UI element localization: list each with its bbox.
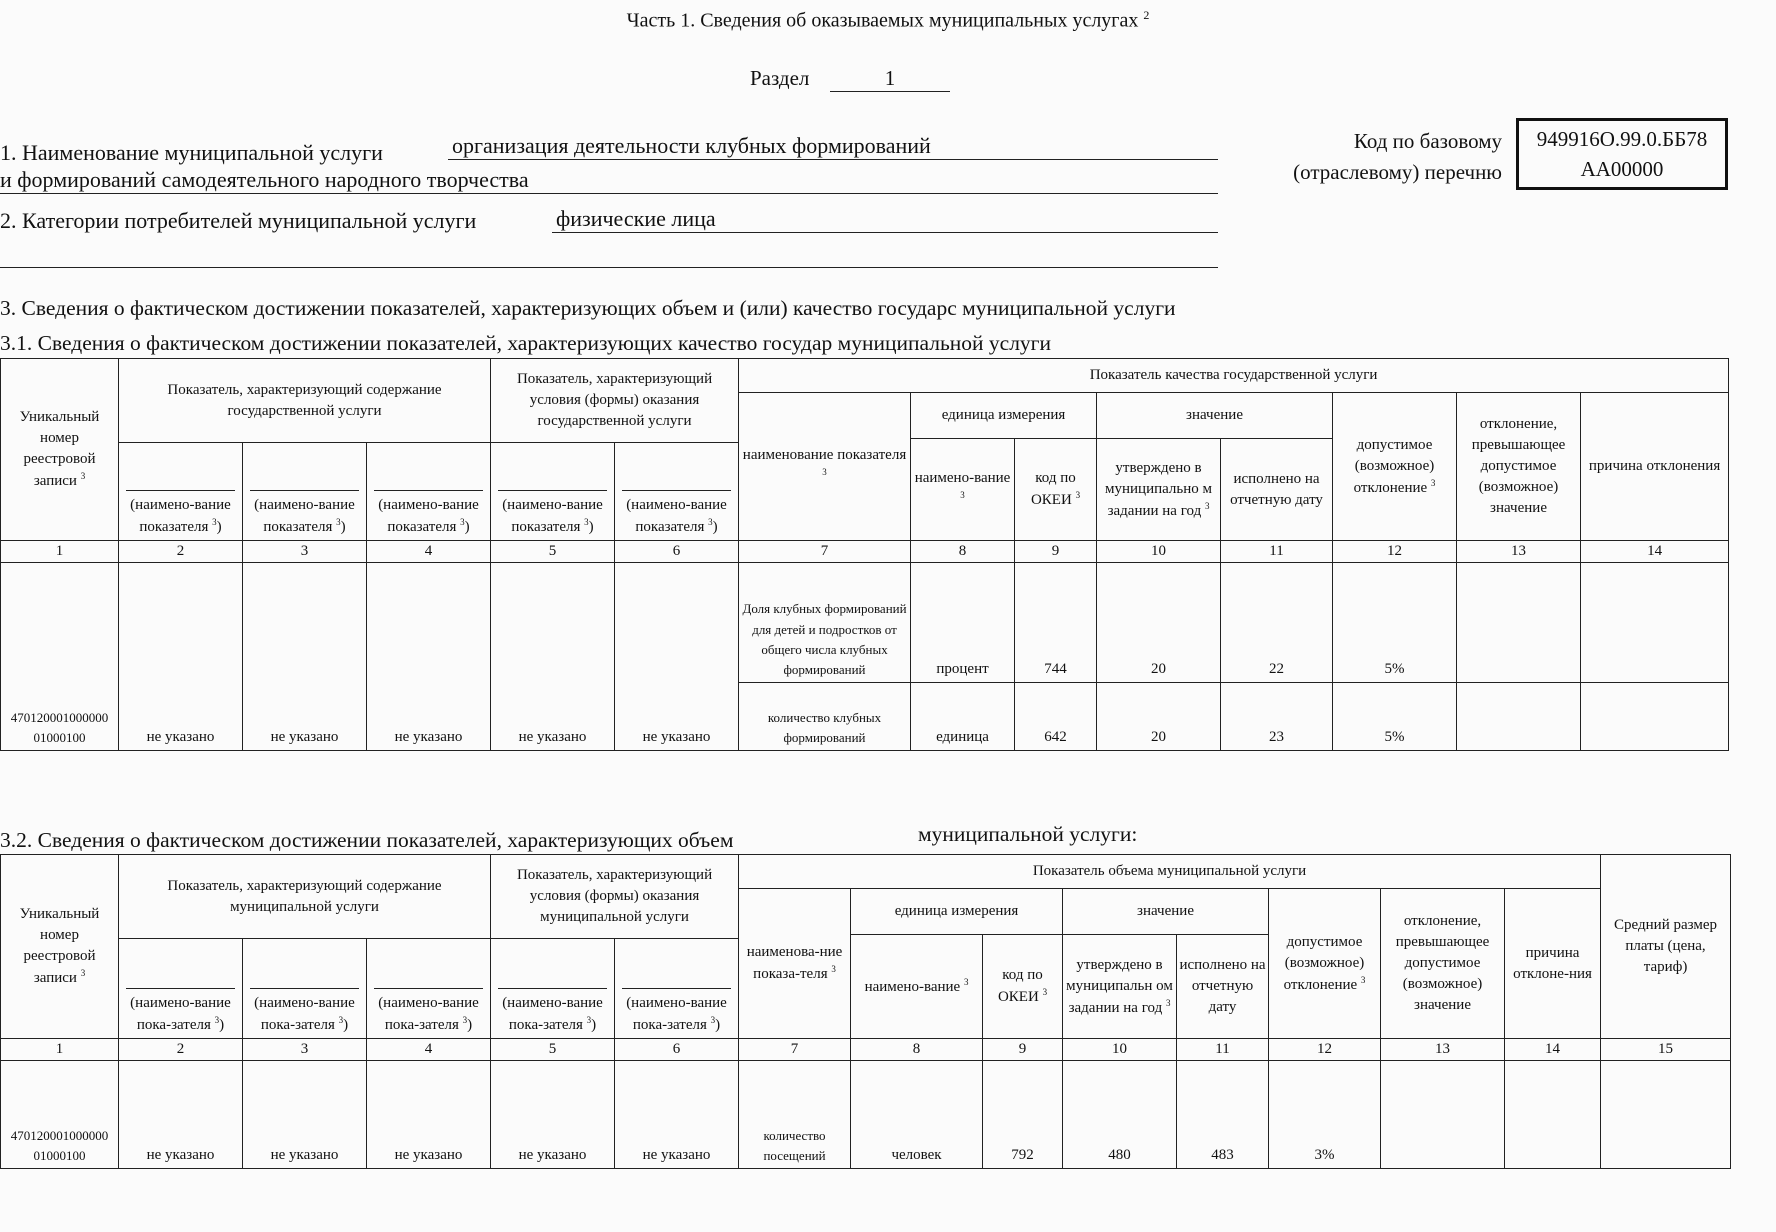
cell-condition-2: не указано — [615, 1061, 739, 1169]
cell-content-2: не указано — [243, 1061, 367, 1169]
header-sub-indicator: (наимено-вание пока-зателя $^3$) — [243, 939, 367, 1039]
quality-table — [0, 358, 1729, 751]
indicator-okei: 642 — [1015, 683, 1097, 751]
indicator-name: Доля клубных формирований для детей и подростков от общего числа клубных формирований — [739, 563, 911, 683]
indicator-approved: 20 — [1097, 563, 1221, 683]
cell-content-3: не указано — [367, 1061, 491, 1169]
section-31-title: 3.1. Сведения о фактическом достижении показателей, характеризующих качество государ муниципальной услуги — [0, 331, 1051, 355]
column-number: 11 — [1221, 541, 1333, 563]
indicator-okei: 744 — [1015, 563, 1097, 683]
header-volume-indicator: Показатель объема муниципальной услуги — [739, 855, 1601, 889]
indicator-price — [1601, 1061, 1731, 1169]
column-number: 10 — [1063, 1039, 1177, 1061]
indicator-unit: человек — [851, 1061, 983, 1169]
section-32-title: 3.2. Сведения о фактическом достижении показателей, характеризующих объем — [0, 828, 734, 852]
indicator-allowed: 3% — [1269, 1061, 1381, 1169]
code-value-line2: АА00000 — [1580, 157, 1664, 181]
header-content-indicator: Показатель, характеризующий содержание государственной услуги — [119, 359, 491, 443]
header-deviation-reason: причина отклоне-ния — [1505, 889, 1601, 1039]
column-number: 12 — [1333, 541, 1457, 563]
section-32-title-tail: муниципальной услуги: — [918, 822, 1138, 846]
header-sub-indicator: (наимено-вание пока-зателя $^3$) — [367, 939, 491, 1039]
consumers-value: физические лица — [552, 206, 1218, 233]
indicator-name: количество посещений — [739, 1061, 851, 1169]
header-unique-number: Уникальный номер реестровой записи $^3$ — [1, 359, 119, 541]
header-indicator-name: наименова-ние показа-теля $^3$ — [739, 889, 851, 1039]
indicator-done: 22 — [1221, 563, 1333, 683]
code-label-line2: (отраслевому) перечню — [1293, 160, 1502, 184]
indicator-reason — [1581, 683, 1729, 751]
column-number: 6 — [615, 541, 739, 563]
column-number: 6 — [615, 1039, 739, 1061]
consumers-label: 2. Категории потребителей муниципальной услуги — [0, 208, 477, 233]
volume-table — [0, 854, 1731, 1169]
column-number: 3 — [243, 541, 367, 563]
column-number: 9 — [983, 1039, 1063, 1061]
indicator-done: 483 — [1177, 1061, 1269, 1169]
column-number: 5 — [491, 1039, 615, 1061]
header-sub-indicator: (наимено-вание показателя $^3$) — [491, 443, 615, 541]
column-number: 5 — [491, 541, 615, 563]
indicator-unit: процент — [911, 563, 1015, 683]
column-number: 2 — [119, 541, 243, 563]
header-unique-number: Уникальный номер реестровой записи $^3$ — [1, 855, 119, 1039]
cell-content-1: не указано — [119, 1061, 243, 1169]
column-number: 15 — [1601, 1039, 1731, 1061]
header-average-price: Средний размер платы (цена, тариф) — [1601, 855, 1731, 1039]
part-title: Часть 1. Сведения об оказываемых муниципальных услугах $^2$ — [626, 8, 1150, 32]
header-content-indicator: Показатель, характеризующий содержание муниципальной услуги — [119, 855, 491, 939]
column-number: 14 — [1505, 1039, 1601, 1061]
indicator-exceed — [1457, 683, 1581, 751]
header-conditions-indicator: Показатель, характеризующий условия (формы) оказания государственной услуги — [491, 359, 739, 443]
column-number: 8 — [911, 541, 1015, 563]
header-unit-name: наимено-вание $^3$ — [851, 935, 983, 1039]
header-sub-indicator: (наимено-вание показателя $^3$) — [243, 443, 367, 541]
indicator-okei: 792 — [983, 1061, 1063, 1169]
column-number: 2 — [119, 1039, 243, 1061]
cell-content-2: не указано — [243, 563, 367, 751]
column-number: 4 — [367, 1039, 491, 1061]
header-value: значение — [1063, 889, 1269, 935]
header-unit: единица измерения — [851, 889, 1063, 935]
header-conditions-indicator: Показатель, характеризующий условия (формы) оказания муниципальной услуги — [491, 855, 739, 939]
registry-code: 470120001000000 01000100 — [1, 1061, 119, 1169]
header-exceed-deviation: отклонение, превышающее допустимое (возможное) значение — [1457, 393, 1581, 541]
column-number: 13 — [1381, 1039, 1505, 1061]
header-unit-name: наимено-вание $^3$ — [911, 439, 1015, 541]
code-value-line1: 949916О.99.0.ББ78 — [1536, 127, 1708, 151]
column-number: 3 — [243, 1039, 367, 1061]
header-allowed-deviation: допустимое (возможное) отклонение $^3$ — [1333, 393, 1457, 541]
service-name-value-continued: и формирований самодеятельного народного творчества — [0, 167, 1218, 194]
column-number: 8 — [851, 1039, 983, 1061]
code-box — [1516, 118, 1728, 190]
header-value: значение — [1097, 393, 1333, 439]
header-okei: код по ОКЕИ $^3$ — [1015, 439, 1097, 541]
header-exceed-deviation: отклонение, превышающее допустимое (возможное) значение — [1381, 889, 1505, 1039]
header-done: исполнено на отчетную дату — [1221, 439, 1333, 541]
header-approved: утверждено в муниципально м задании на год $^3$ — [1097, 439, 1221, 541]
column-number: 1 — [1, 541, 119, 563]
indicator-name: количество клубных формирований — [739, 683, 911, 751]
header-unit: единица измерения — [911, 393, 1097, 439]
indicator-reason — [1581, 563, 1729, 683]
indicator-unit: единица — [911, 683, 1015, 751]
header-done: исполнено на отчетную дату — [1177, 935, 1269, 1039]
section-label: Раздел — [750, 66, 810, 90]
indicator-allowed: 5% — [1333, 563, 1457, 683]
indicator-allowed: 5% — [1333, 683, 1457, 751]
code-label — [1250, 126, 1502, 188]
cell-content-1: не указано — [119, 563, 243, 751]
header-indicator-name: наименование показателя $^3$ — [739, 393, 911, 541]
code-label-line1: Код по базовому — [1353, 129, 1502, 153]
column-number: 10 — [1097, 541, 1221, 563]
indicator-approved: 20 — [1097, 683, 1221, 751]
header-sub-indicator: (наимено-вание показателя $^3$) — [119, 443, 243, 541]
header-approved: утверждено в муниципальн ом задании на год $^3$ — [1063, 935, 1177, 1039]
column-number: 12 — [1269, 1039, 1381, 1061]
column-number: 13 — [1457, 541, 1581, 563]
header-sub-indicator: (наимено-вание показателя $^3$) — [615, 443, 739, 541]
column-number: 7 — [739, 1039, 851, 1061]
column-number: 11 — [1177, 1039, 1269, 1061]
section-number: 1 — [830, 66, 950, 92]
header-sub-indicator: (наимено-вание пока-зателя $^3$) — [119, 939, 243, 1039]
indicator-approved: 480 — [1063, 1061, 1177, 1169]
header-deviation-reason: причина отклонения — [1581, 393, 1729, 541]
column-number: 7 — [739, 541, 911, 563]
indicator-reason — [1505, 1061, 1601, 1169]
indicator-exceed — [1457, 563, 1581, 683]
cell-condition-1: не указано — [491, 1061, 615, 1169]
cell-content-3: не указано — [367, 563, 491, 751]
registry-code: 470120001000000 01000100 — [1, 563, 119, 751]
indicator-exceed — [1381, 1061, 1505, 1169]
header-sub-indicator: (наимено-вание пока-зателя $^3$) — [615, 939, 739, 1039]
header-okei: код по ОКЕИ $^3$ — [983, 935, 1063, 1039]
cell-condition-2: не указано — [615, 563, 739, 751]
header-sub-indicator: (наимено-вание показателя $^3$) — [367, 443, 491, 541]
column-number: 9 — [1015, 541, 1097, 563]
consumers-blank-line — [0, 246, 1218, 268]
section-3-title: 3. Сведения о фактическом достижении показателей, характеризующих объем и (или) качество государс муниципальной услуги — [0, 296, 1176, 320]
column-number: 1 — [1, 1039, 119, 1061]
indicator-done: 23 — [1221, 683, 1333, 751]
column-number: 14 — [1581, 541, 1729, 563]
column-number: 4 — [367, 541, 491, 563]
header-quality-indicator: Показатель качества государственной услуги — [739, 359, 1729, 393]
cell-condition-1: не указано — [491, 563, 615, 751]
service-name-value: организация деятельности клубных формирований — [448, 133, 1218, 160]
service-name-label: 1. Наименование муниципальной услуги — [0, 140, 383, 165]
header-sub-indicator: (наимено-вание пока-зателя $^3$) — [491, 939, 615, 1039]
header-allowed-deviation: допустимое (возможное) отклонение $^3$ — [1269, 889, 1381, 1039]
